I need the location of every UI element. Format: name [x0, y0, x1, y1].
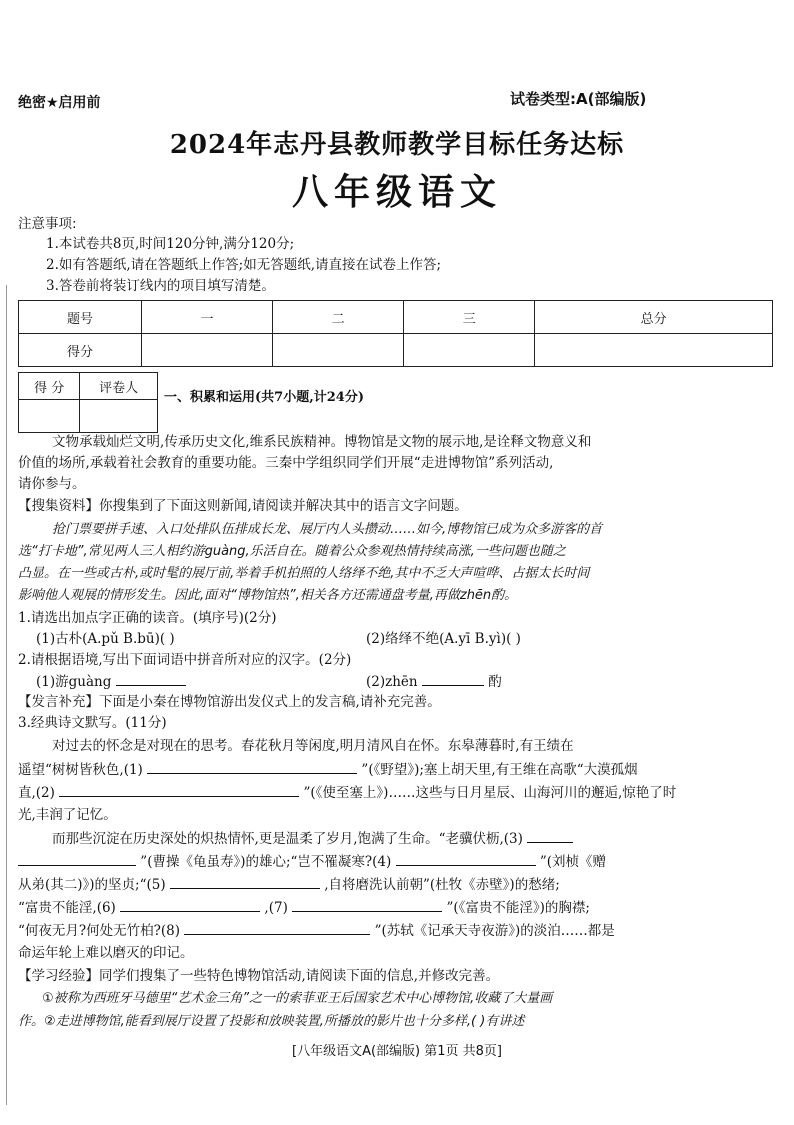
- poem-text: “何夜无月?何处无竹柏?(8): [18, 923, 180, 939]
- poem-text: ,自将磨洗认前朝”(杜牧《赤壁》)的愁绪;: [324, 877, 560, 893]
- poem-text: ,(7): [264, 900, 288, 916]
- poem-text: 直,(2): [18, 785, 55, 801]
- score-table-header: 三: [404, 301, 535, 334]
- grader-name-cell[interactable]: [80, 400, 158, 433]
- poem-line: 光,丰润了记忆。: [18, 807, 117, 823]
- poem-text: “富贵不能淫,(6): [18, 900, 116, 916]
- poem-line: [18, 874, 560, 895]
- question-2-item-2-label: (2)zhēn: [366, 674, 418, 690]
- answer-blank[interactable]: [184, 920, 370, 935]
- news-line: 凸显。在一些或古朴,或时髦的展厅前,举着手机拍照的人络绎不绝,其中不乏大声喧哗、占据太长时间: [18, 566, 590, 581]
- answer-blank[interactable]: [18, 851, 136, 866]
- poem-line: [18, 920, 615, 941]
- poem-line: 命运年轮上难以磨灭的印记。: [18, 945, 194, 961]
- poem-line: [18, 759, 638, 780]
- score-table-header: 总分: [535, 301, 773, 334]
- exam-title: 2024年志丹县教师教学目标任务达标: [169, 130, 625, 160]
- poem-text: ”(《使至塞上》)……这些与日月星辰、山海河川的邂逅,惊艳了时: [303, 785, 677, 801]
- question-2: 2.请根据语境,写出下面词语中拼音所对应的汉字。(2分): [18, 652, 352, 668]
- grader-name-label: 评卷人: [80, 373, 158, 400]
- answer-blank[interactable]: [396, 851, 536, 866]
- intro-line: 价值的场所,承载着社会教育的重要功能。三秦中学组织同学们开展“走进博物馆”系列活动,: [18, 455, 554, 471]
- answer-blank[interactable]: [527, 828, 573, 843]
- speech-line: 【发言补充】下面是小秦在博物馆游出发仪式上的发言稿,请补充完善。: [18, 694, 441, 710]
- poem-text: 从弟(其二)》)的坚贞;“(5): [18, 877, 166, 893]
- intro-line: 文物承载灿烂文明,传承历史文化,维系民族精神。博物馆是文物的展示地,是诠释文物意义和: [52, 434, 592, 450]
- poem-line: [18, 851, 606, 872]
- score-cell[interactable]: [273, 334, 404, 367]
- notice-item: 1.本试卷共8页,时间120分钟,满分120分;: [46, 236, 295, 252]
- poem-text: 而那些沉淀在历史深处的炽热情怀,更是温柔了岁月,饱满了生命。“老骥伏枥,(3): [52, 831, 523, 847]
- grader-score-cell[interactable]: [19, 400, 80, 433]
- poem-line: [18, 897, 590, 918]
- question-2-item-1: [36, 671, 186, 692]
- poem-text: 遥望“树树皆秋色,(1): [18, 762, 143, 778]
- question-2-item-1-label: (1)游guàng: [36, 674, 112, 690]
- grader-score-label: 得 分: [19, 373, 80, 400]
- score-cell[interactable]: [535, 334, 773, 367]
- binding-line: [6, 285, 7, 1105]
- question-1-item-1: (1)古朴(A.pǔ B.bū)( ): [36, 631, 175, 647]
- question-2-item-2-tail: 酌: [488, 674, 502, 690]
- paper-type-label: 试卷类型:A(部编版): [510, 90, 647, 108]
- collect-line: 【搜集资料】你搜集到了下面这则新闻,请阅读并解决其中的语言文字问题。: [18, 498, 468, 514]
- score-table-header-row: [19, 301, 773, 334]
- learn-text: ①被称为西班牙马德里“艺术金三角”之一的索菲亚王后国家艺术中心博物馆,收藏了大量画: [42, 991, 553, 1006]
- answer-blank[interactable]: [116, 671, 186, 686]
- poem-text: ”(曹操《龟虽寿》)的雄心;“岂不罹凝寒?(4): [140, 854, 392, 870]
- learn-text: 作。②走进博物馆,能看到展厅设置了投影和放映装置,所播放的影片也十分多样,( )有讲述: [18, 1014, 525, 1029]
- question-1: 1.请选出加点字正确的读音。(填序号)(2分): [18, 610, 277, 626]
- question-2-item-2: [366, 671, 502, 692]
- poem-text: ”(《野望》);塞上胡天里,有王维在高歌“大漠孤烟: [361, 762, 638, 778]
- answer-blank[interactable]: [292, 897, 442, 912]
- page-footer: [八年级语文A(部编版) 第1页 共8页]: [292, 1044, 502, 1059]
- intro-line: 请你参与。: [18, 476, 86, 492]
- poem-text: ”(刘桢《赠: [539, 854, 607, 870]
- answer-blank[interactable]: [147, 759, 357, 774]
- news-line: 影响他人观展的情形发生。因此,面对“博物馆热”,相关各方还需通盘考量,再做zhēn酌。: [18, 588, 518, 603]
- score-table-header: 题号: [19, 301, 142, 334]
- notice-heading: 注意事项:: [18, 216, 77, 232]
- poem-line: [52, 828, 573, 849]
- answer-blank[interactable]: [170, 874, 320, 889]
- score-cell[interactable]: [404, 334, 535, 367]
- notice-item: 2.如有答题纸,请在答题纸上作答;如无答题纸,请直接在试卷上作答;: [46, 257, 442, 273]
- answer-blank[interactable]: [422, 671, 484, 686]
- score-table-header: 二: [273, 301, 404, 334]
- score-table-header: 一: [142, 301, 273, 334]
- answer-blank[interactable]: [59, 782, 299, 797]
- learn-line: 【学习经验】同学们搜集了一些特色博物馆活动,请阅读下面的信息,并修改完善。: [18, 968, 500, 984]
- section1-title: 一、积累和运用(共7小题,计24分): [164, 390, 364, 405]
- score-table: [18, 300, 773, 367]
- question-3: 3.经典诗文默写。(11分): [18, 715, 167, 731]
- poem-text: ”(苏轼《记承天寺夜游》)的淡泊……都是: [374, 923, 615, 939]
- score-row-label: 得分: [19, 334, 142, 367]
- score-cell[interactable]: [142, 334, 273, 367]
- answer-blank[interactable]: [120, 897, 260, 912]
- subject-title: 八年级语文: [291, 172, 502, 213]
- grader-table: [18, 372, 158, 433]
- poem-line: 对过去的怀念是对现在的思考。春花秋月等闲度,明月清风自在怀。东皋薄暮时,有王绩在: [52, 738, 574, 754]
- news-line: 选“打卡地”,常见两人三人相约游guàng,乐活自在。随着公众参观热情持续高涨,一些问题也随之: [18, 544, 566, 559]
- notice-item: 3.答卷前将装订线内的项目填写清楚。: [46, 278, 275, 294]
- score-table-score-row: [19, 334, 773, 367]
- poem-line: [18, 782, 676, 803]
- secret-label: 绝密★启用前: [18, 95, 101, 111]
- poem-text: ”(《富贵不能淫》)的胸襟;: [446, 900, 590, 916]
- question-1-item-2: (2)络绎不绝(A.yī B.yì)( ): [366, 631, 521, 647]
- news-line: 抢门票要拼手速、入口处排队伍排成长龙、展厅内人头攒动……如今,博物馆已成为众多游客的首: [52, 522, 603, 537]
